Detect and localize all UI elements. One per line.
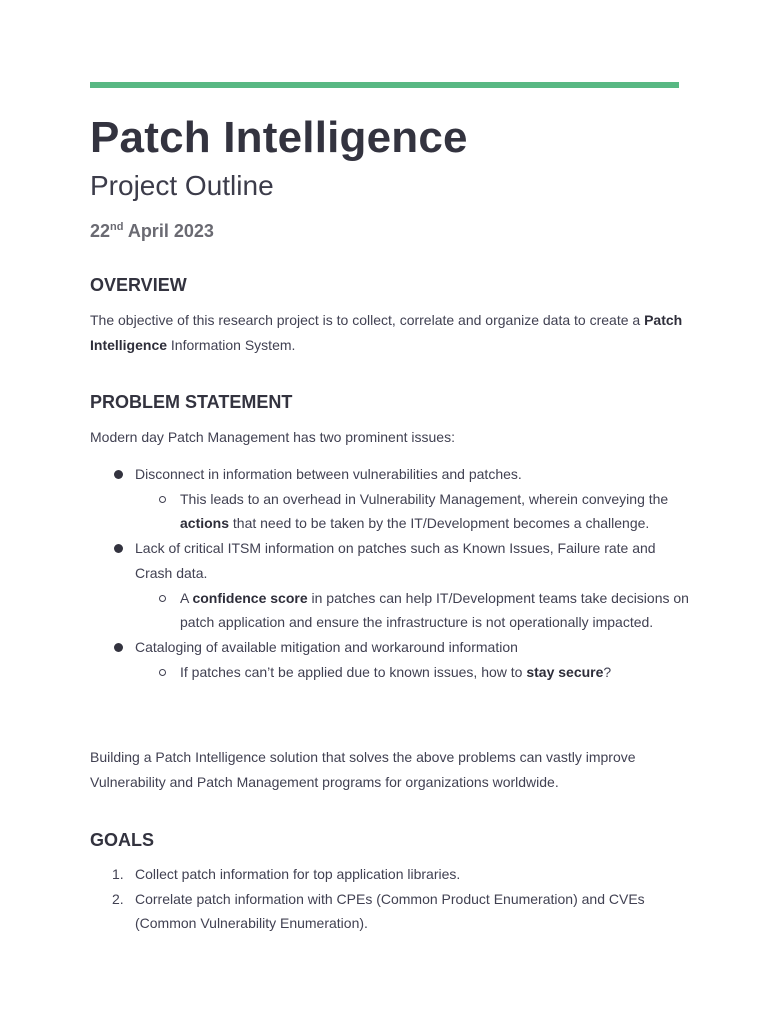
bold-term: stay secure [526,663,604,680]
list-item-text: Collect patch information for top application libraries. [135,866,461,882]
text-span: This leads to an overhead in Vulnerability Management, wherein conveying the [180,490,669,507]
overview-text-end: Information System. [167,336,296,353]
list-item-text: Disconnect in information between vulnerabilities and patches. [135,466,522,482]
list-item [90,462,690,487]
text-span: If patches can’t be applied due to known issues, how to [180,663,527,680]
overview-text-start: The objective of this research project is to collect, correlate and organize data to create a [90,312,645,328]
date-month-year: April 2023 [123,221,214,241]
overview-bold-term: Patch Intelligence [90,312,683,353]
sub-list-item [90,487,690,536]
problem-intro: Modern day Patch Management has two prominent issues: [90,429,455,445]
document-subtitle: Project Outline [90,170,274,201]
list-item-text: Lack of critical ITSM information on patches such as Known Issues, Failure rate and Crash data. [135,540,656,581]
goals-heading: GOALS [90,830,155,850]
problem-closing-paragraph: Building a Patch Intelligence solution that solves the above problems can vastly improve Vulnerability and Patch Management programs for organizations worldwide. [90,749,636,790]
sub-list-item-text [180,664,611,680]
list-number: 2. [112,890,124,907]
problem-statement-heading: PROBLEM STATEMENT [90,392,293,412]
hollow-bullet-icon [159,669,166,676]
text-span: ? [603,663,612,680]
list-item-text: Correlate patch information with CPEs (Common Product Enumeration) and CVEs (Common Vulnerability Enumeration). [135,890,645,932]
bullet-icon [114,643,123,652]
goals-list [90,862,690,936]
accent-bar [90,82,679,88]
bullet-icon [114,470,123,479]
document-title: Patch Intelligence [90,113,468,162]
sub-list-item-text [180,491,668,532]
bullet-icon [114,544,123,553]
list-item [90,887,690,936]
text-span: A [180,589,193,606]
text-span: in patches can help IT/Development teams take decisions on patch application and ensure the infrastructure is not operationally impacted. [180,589,689,631]
overview-heading: OVERVIEW [90,275,187,295]
list-number: 1. [112,866,124,882]
list-item [90,536,690,585]
overview-paragraph [90,308,690,357]
problem-list [90,462,690,684]
list-item [90,635,690,660]
sub-list-item [90,586,690,635]
bold-term: confidence score [192,589,308,606]
document-date [90,218,214,244]
list-item [90,862,690,887]
hollow-bullet-icon [159,595,166,602]
bold-term: actions [180,515,230,532]
sub-list-item [90,660,690,685]
text-span: that need to be taken by the IT/Development becomes a challenge. [229,515,650,532]
list-item-text: Cataloging of available mitigation and workaround information [135,638,518,655]
date-suffix: nd [110,221,124,233]
sub-list-item-text [180,590,689,631]
date-day: 22 [90,221,111,241]
hollow-bullet-icon [159,496,166,503]
